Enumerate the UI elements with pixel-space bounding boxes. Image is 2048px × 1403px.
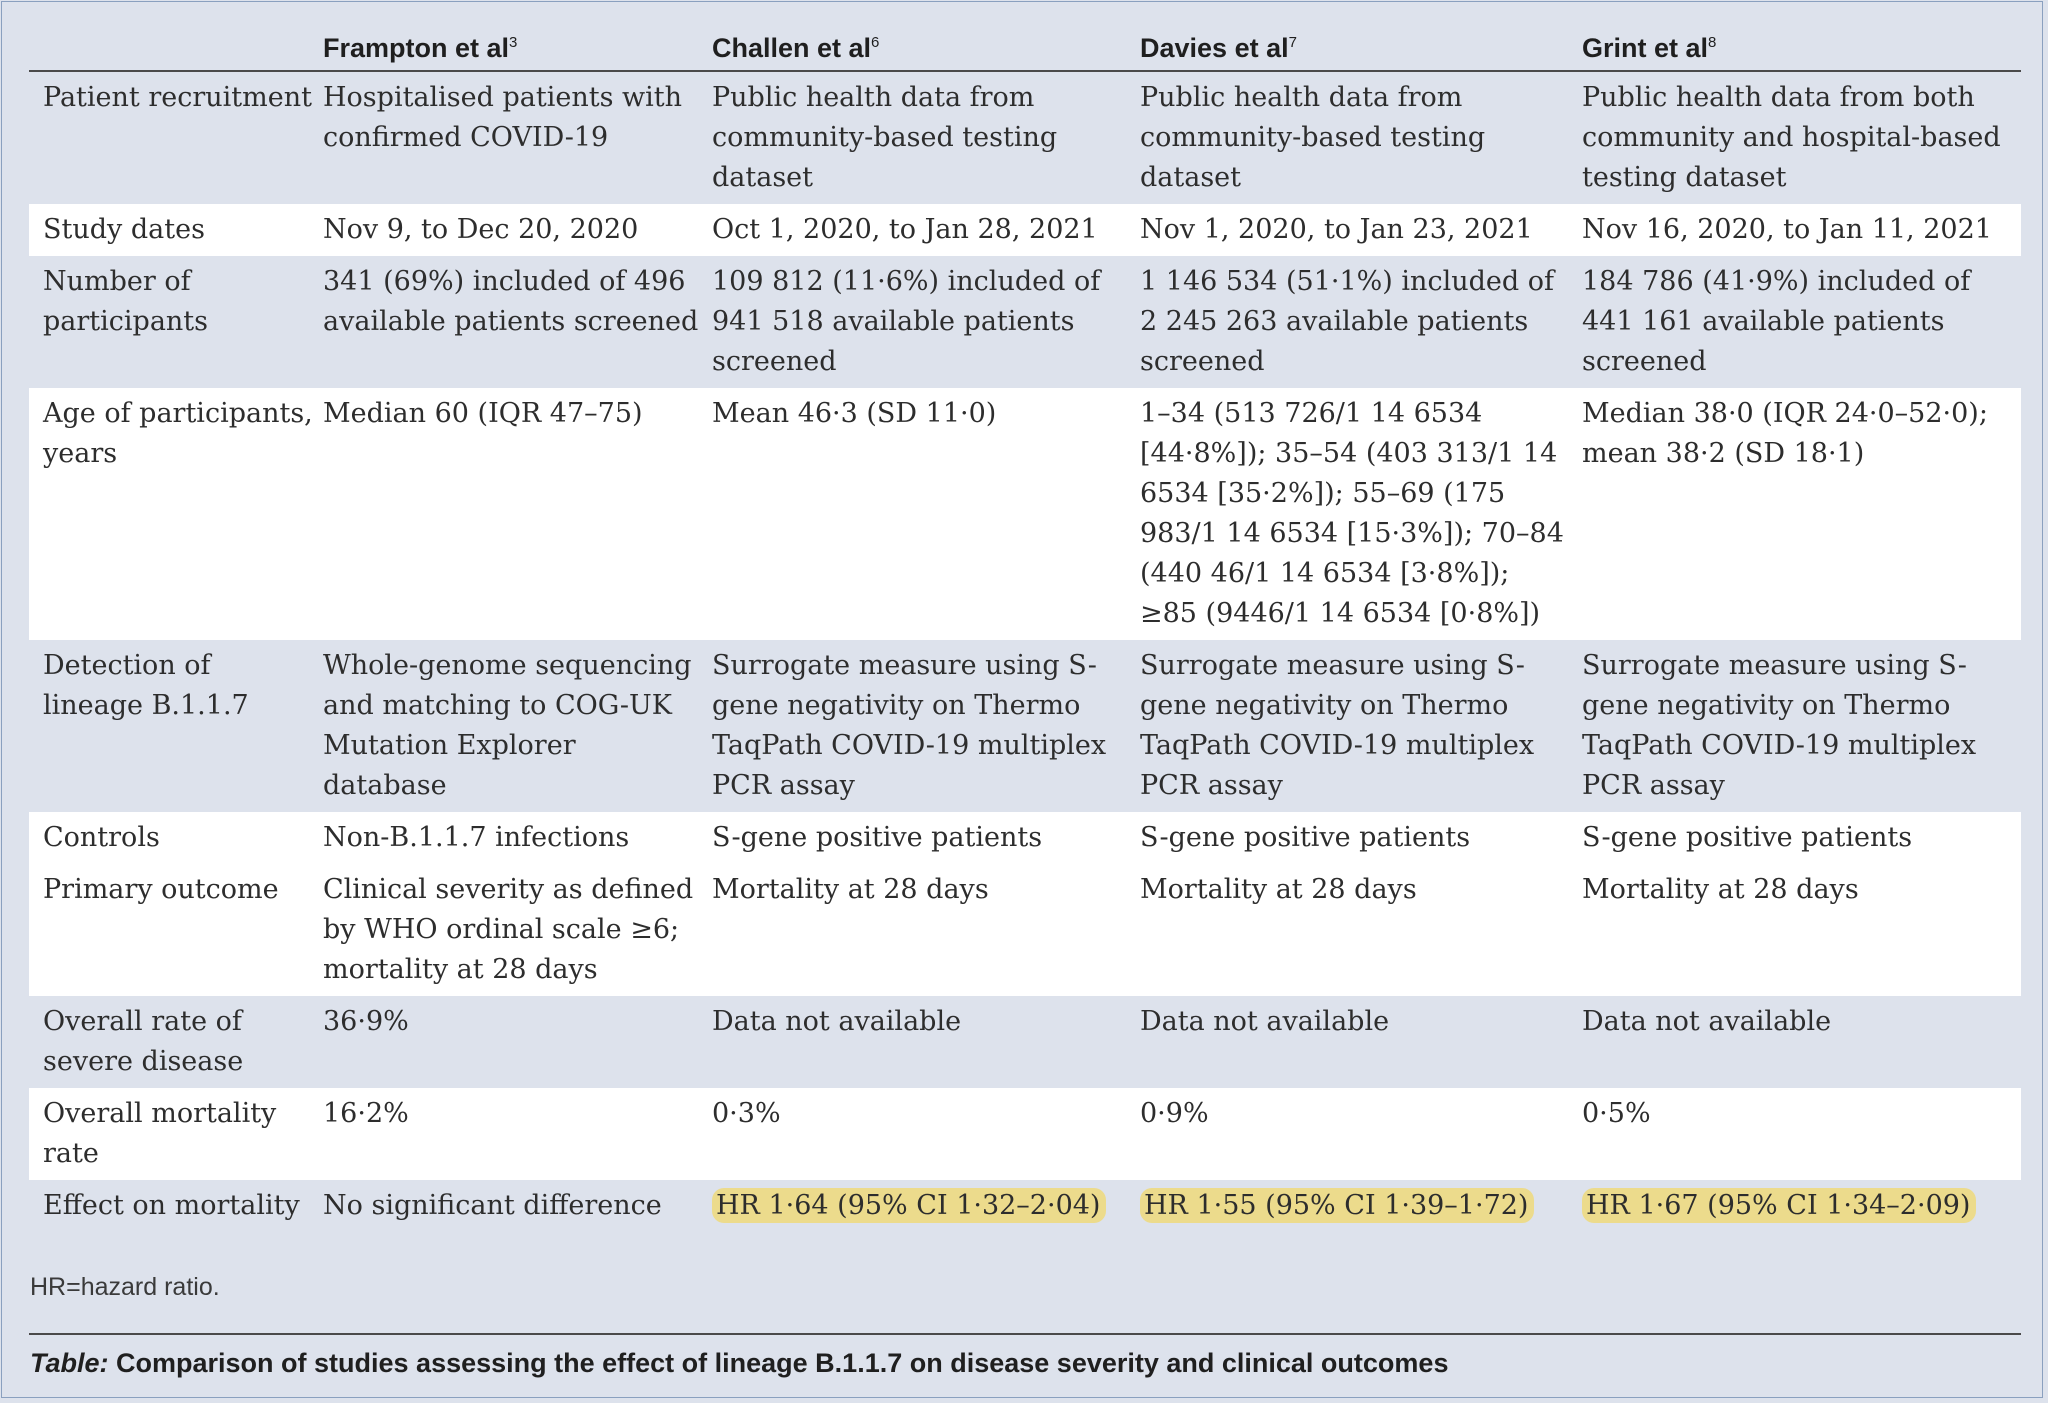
table-row xyxy=(29,256,2021,388)
row-label: Patient recruitment xyxy=(29,71,323,204)
table-cell: 184 786 (41·9%) included of 441 161 available patients screened xyxy=(1582,256,2021,388)
row-label: Effect on mortality xyxy=(29,1180,323,1232)
table-cell: Data not available xyxy=(1140,996,1582,1088)
comparison-table-wrapper xyxy=(29,24,2021,1232)
caption-label: Table: xyxy=(30,1348,109,1378)
table-cell: Oct 1, 2020, to Jan 28, 2021 xyxy=(712,204,1140,256)
table-cell: S-gene positive patients xyxy=(712,812,1140,864)
table-cell: 0·3% xyxy=(712,1088,1140,1180)
table-cell: Median 60 (IQR 47–75) xyxy=(323,388,712,640)
table-row xyxy=(29,640,2021,812)
table-cell: Data not available xyxy=(712,996,1140,1088)
table-cell: Hospitalised patients with confirmed COVID-19 xyxy=(323,71,712,204)
row-label: Detection of lineage B.1.1.7 xyxy=(29,640,323,812)
caption-divider xyxy=(29,1333,2021,1335)
table-cell xyxy=(1582,1180,2021,1232)
table-cell: 1–34 (513 726/1 14 6534 [44·8%]); 35–54 (403 313/1 14 6534 [35·2%]); 55–69 (175 983/1 14 6534 [15·3%]); 70–84 (440 46/1 14 6534 [3·8%]); ≥85 (9446/1 14 6534 [0·8%]) xyxy=(1140,388,1582,640)
table-cell: Mortality at 28 days xyxy=(1582,864,2021,996)
table-caption xyxy=(30,1348,1448,1379)
highlighted-hazard-ratio: HR 1·55 (95% CI 1·39–1·72) xyxy=(1140,1188,1534,1223)
table-cell: Clinical severity as defined by WHO ordinal scale ≥6; mortality at 28 days xyxy=(323,864,712,996)
table-cell: Non-B.1.1.7 infections xyxy=(323,812,712,864)
table-cell: Nov 1, 2020, to Jan 23, 2021 xyxy=(1140,204,1582,256)
header-empty xyxy=(29,24,323,71)
row-label: Age of participants, years xyxy=(29,388,323,640)
table-row xyxy=(29,388,2021,640)
table-row xyxy=(29,812,2021,864)
header-frampton: Frampton et $al^3$ xyxy=(323,24,712,71)
table-cell: Surrogate measure using S-gene negativity on Thermo TaqPath COVID-19 multiplex PCR assay xyxy=(1140,640,1582,812)
row-label: Primary outcome xyxy=(29,864,323,996)
table-cell: Mortality at 28 days xyxy=(712,864,1140,996)
table-cell: Mean 46·3 (SD 11·0) xyxy=(712,388,1140,640)
table-row xyxy=(29,71,2021,204)
table-cell: Surrogate measure using S-gene negativity on Thermo TaqPath COVID-19 multiplex PCR assay xyxy=(712,640,1140,812)
row-label: Overall mortality rate xyxy=(29,1088,323,1180)
table-cell: S-gene positive patients xyxy=(1582,812,2021,864)
table-cell: S-gene positive patients xyxy=(1140,812,1582,864)
table-cell: Surrogate measure using S-gene negativity on Thermo TaqPath COVID-19 multiplex PCR assay xyxy=(1582,640,2021,812)
table-cell: 0·9% xyxy=(1140,1088,1582,1180)
table-cell: No significant difference xyxy=(323,1180,712,1232)
row-label: Number of participants xyxy=(29,256,323,388)
row-label: Overall rate of severe disease xyxy=(29,996,323,1088)
table-cell: Mortality at 28 days xyxy=(1140,864,1582,996)
table-cell: Nov 9, to Dec 20, 2020 xyxy=(323,204,712,256)
highlighted-hazard-ratio: HR 1·64 (95% CI 1·32–2·04) xyxy=(712,1188,1106,1223)
table-cell xyxy=(712,1180,1140,1232)
header-davies: Davies et $al^7$ xyxy=(1140,24,1582,71)
table-cell: 109 812 (11·6%) included of 941 518 available patients screened xyxy=(712,256,1140,388)
table-cell: Public health data from community-based testing dataset xyxy=(712,71,1140,204)
table-row xyxy=(29,1088,2021,1180)
table-cell: Data not available xyxy=(1582,996,2021,1088)
row-label: Study dates xyxy=(29,204,323,256)
table-footnote: HR=hazard ratio. xyxy=(30,1273,220,1301)
table-row xyxy=(29,204,2021,256)
table-row xyxy=(29,1180,2021,1232)
table-cell xyxy=(1140,1180,1582,1232)
highlighted-hazard-ratio: HR 1·67 (95% CI 1·34–2·09) xyxy=(1582,1188,1976,1223)
table-cell: 341 (69%) included of 496 available patients screened xyxy=(323,256,712,388)
table-cell: Median 38·0 (IQR 24·0–52·0); mean 38·2 (SD 18·1) xyxy=(1582,388,2021,640)
table-cell: 1 146 534 (51·1%) included of 2 245 263 available patients screened xyxy=(1140,256,1582,388)
page-frame xyxy=(1,1,2043,1398)
header-challen: Challen et $al^6$ xyxy=(712,24,1140,71)
caption-text: Comparison of studies assessing the effect of lineage B.1.1.7 on disease severity and clinical outcomes xyxy=(108,1348,1449,1378)
table-header-row xyxy=(29,24,2021,71)
row-label: Controls xyxy=(29,812,323,864)
table-row xyxy=(29,864,2021,996)
table-cell: 0·5% xyxy=(1582,1088,2021,1180)
table-cell: 16·2% xyxy=(323,1088,712,1180)
table-cell: Whole-genome sequencing and matching to COG-UK Mutation Explorer database xyxy=(323,640,712,812)
table-cell: Nov 16, 2020, to Jan 11, 2021 xyxy=(1582,204,2021,256)
table-cell: 36·9% xyxy=(323,996,712,1088)
table-row xyxy=(29,996,2021,1088)
header-grint: Grint et $al^8$ xyxy=(1582,24,2021,71)
table-cell: Public health data from community-based testing dataset xyxy=(1140,71,1582,204)
comparison-table xyxy=(29,24,2021,1232)
table-cell: Public health data from both community and hospital-based testing dataset xyxy=(1582,71,2021,204)
